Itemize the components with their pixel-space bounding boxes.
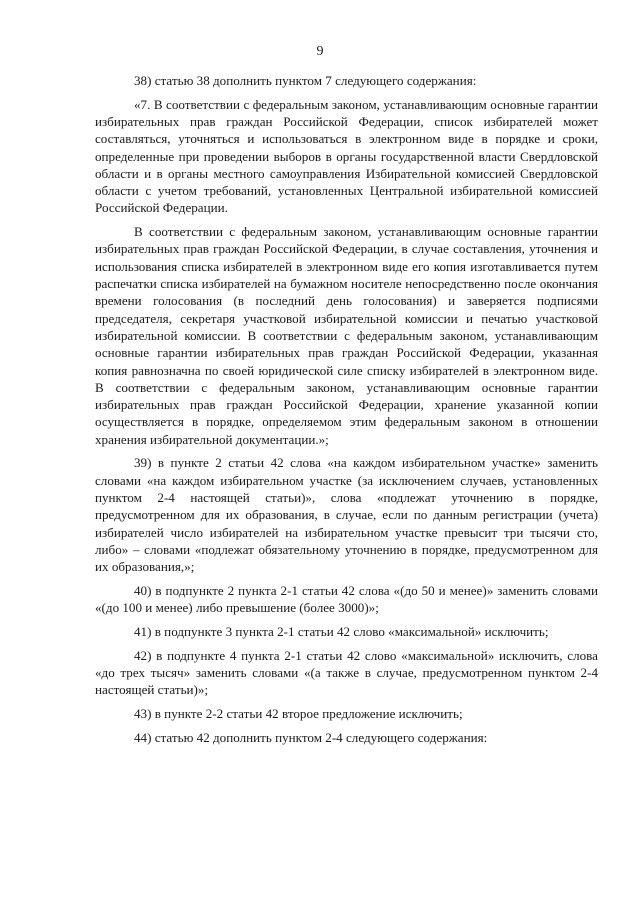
paragraph-item-38: 38) статью 38 дополнить пунктом 7 следующего содержания: xyxy=(134,73,477,88)
paragraph-item-44: 44) статью 42 дополнить пунктом 2-4 следующего содержания: xyxy=(134,729,488,745)
paragraph-item-42: 42) в подпункте 4 пункта 2-1 статьи 42 слово «максимальной» исключить, слова «до трех тысяч» заменить словами «(а также в случае, предусмотренном пунктом 2-4 настоящей статьи)»; xyxy=(95,647,598,698)
paragraph-item-40: 40) в подпункте 2 пункта 2-1 статьи 42 слова «(до 50 и менее)» заменить словами «(до 100 и менее) либо превышение (более 3000)»; xyxy=(95,582,598,616)
paragraph-item-41: 41) в подпункте 3 пункта 2-1 статьи 42 слово «максимальной» исключить; xyxy=(134,623,549,639)
document-body xyxy=(95,72,598,752)
paragraph-item-43: 43) в пункте 2-2 статьи 42 второе предложение исключить; xyxy=(134,705,463,721)
paragraph-item-39: 39) в пункте 2 статьи 42 слова «на каждом избирательном участке» заменить словами «на каждом избирательном участке (за исключением случаев, установленных пунктом 2-4 настоящей статьи)», слова «подлежат уточнению в порядке, предусмотренном для их образования, в случае, если по данным регистрации (учета) избирателей число избирателей на избирательном участке превысит три тысячи сто, либо» – словами «подлежат обязательному уточнению в порядке, предусмотренном для их образования,»; xyxy=(95,455,598,575)
page-number: 9 xyxy=(316,44,324,59)
paragraph-quote-point-7: «7. В соответствии с федеральным законом, устанавливающим основные гарантии избирательных прав граждан Российской Федерации, список избирателей может составляться, уточняться и использоваться в электронном виде в порядке и сроки, определенные при проведении выборов в органы государственной власти Свердловской области и в органы местного самоуправления Избирательной комиссией Свердловской области с учетом требований, установленных Центральной избирательной комиссией Российской Федерации. xyxy=(95,96,598,216)
paragraph-quote-continuation: В соответствии с федеральным законом, устанавливающим основные гарантии избирательных прав граждан Российской Федерации, в случае составления, уточнения и использования списка избирателей в электронном виде его копия изготавливается путем распечатки списка избирателей на бумажном носителе непосредственно после окончания времени голосования (в последний день голосования) и заверяется подписями председателя, секретаря участковой избирательной комиссии и печатью участковой избирательной комиссии. В соответствии с федеральным законом, устанавливающим основные гарантии избирательных прав граждан Российской Федерации, указанная копия равнозначна по своей юридической силе списку избирателей в электронном виде. В соответствии с федеральным законом, устанавливающим основные гарантии избирательных прав граждан Российской Федерации, хранение указанной копии осуществляется в порядке, определяемом этим федеральным законом в отношении хранения избирательной документации.»; xyxy=(95,224,598,447)
